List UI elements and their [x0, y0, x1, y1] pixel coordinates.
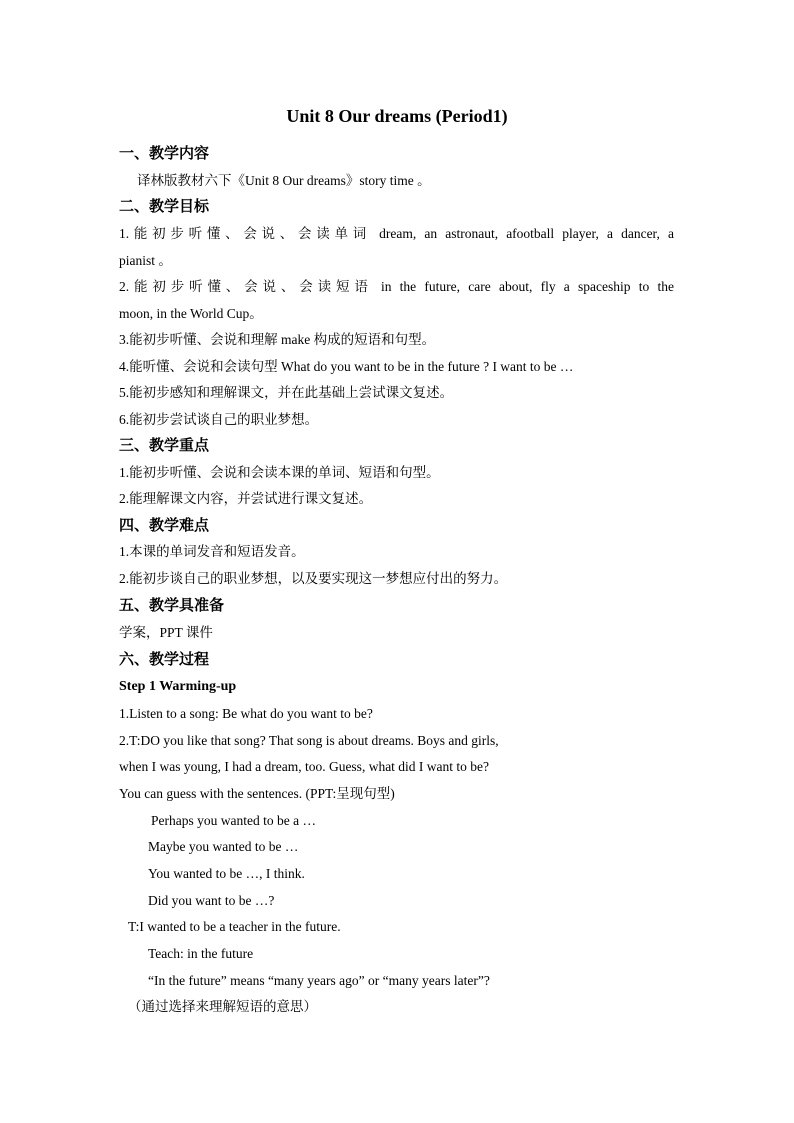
objective-item: 2.能初步听懂、会说、会读短语 in the future, care about, fly a spaceship to the — [119, 279, 674, 294]
process-line: （通过选择来理解短语的意思） — [128, 999, 317, 1014]
objective-item: moon, in the World Cup。 — [119, 306, 263, 321]
document-title: Unit 8 Our dreams (Period1) — [286, 106, 508, 126]
objective-item: 5.能初步感知和理解课文，并在此基础上尝试课文复述。 — [119, 385, 454, 400]
objective-item: 3.能初步听懂、会说和理解 make 构成的短语和句型。 — [119, 332, 436, 347]
process-line: T:I wanted to be a teacher in the future. — [128, 919, 341, 934]
section-heading-process: 六、教学过程 — [119, 652, 210, 668]
process-line: Maybe you wanted to be … — [148, 839, 299, 854]
process-line: Perhaps you wanted to be a … — [151, 813, 316, 828]
process-line: You can guess with the sentences. (PPT:呈现句型) — [119, 786, 395, 801]
objective-item: 1.能初步听懂、会说、会读单词 dream, an astronaut, afootball player, a dancer, a — [119, 226, 674, 241]
process-line: when I was young, I had a dream, too. Guess, what did I want to be? — [119, 759, 490, 774]
content-text: 译林版教材六下《Unit 8 Our dreams》story time 。 — [137, 173, 431, 188]
materials-text: 学案，PPT 课件 — [119, 625, 213, 640]
section-heading-content: 一、教学内容 — [119, 146, 210, 162]
process-line: You wanted to be …, I think. — [148, 866, 305, 881]
section-heading-objectives: 二、教学目标 — [119, 199, 210, 215]
step-heading: Step 1 Warming-up — [119, 679, 237, 694]
key-point-item: 1.能初步听懂、会说和会读本课的单词、短语和句型。 — [119, 465, 440, 480]
difficulty-item: 1.本课的单词发音和短语发音。 — [119, 544, 305, 559]
process-line: 2.T:DO you like that song? That song is about dreams. Boys and girls, — [119, 733, 499, 748]
process-line: 1.Listen to a song: Be what do you want to be? — [119, 706, 373, 721]
difficulty-item: 2.能初步谈自己的职业梦想，以及要实现这一梦想应付出的努力。 — [119, 571, 508, 586]
objective-item: pianist 。 — [119, 253, 172, 268]
objective-item: 4.能听懂、会说和会读句型 What do you want to be in the future ? I want to be … — [119, 359, 574, 374]
objective-item: 6.能初步尝试谈自己的职业梦想。 — [119, 412, 319, 427]
section-heading-key-points: 三、教学重点 — [119, 438, 210, 454]
section-heading-materials: 五、教学具准备 — [119, 598, 225, 614]
process-line: Teach: in the future — [148, 946, 254, 961]
key-point-item: 2.能理解课文内容，并尝试进行课文复述。 — [119, 491, 373, 506]
section-heading-difficulties: 四、教学难点 — [119, 518, 210, 534]
process-line: “In the future” means “many years ago” or “many years later”? — [148, 973, 490, 988]
process-line: Did you want to be …? — [148, 893, 275, 908]
